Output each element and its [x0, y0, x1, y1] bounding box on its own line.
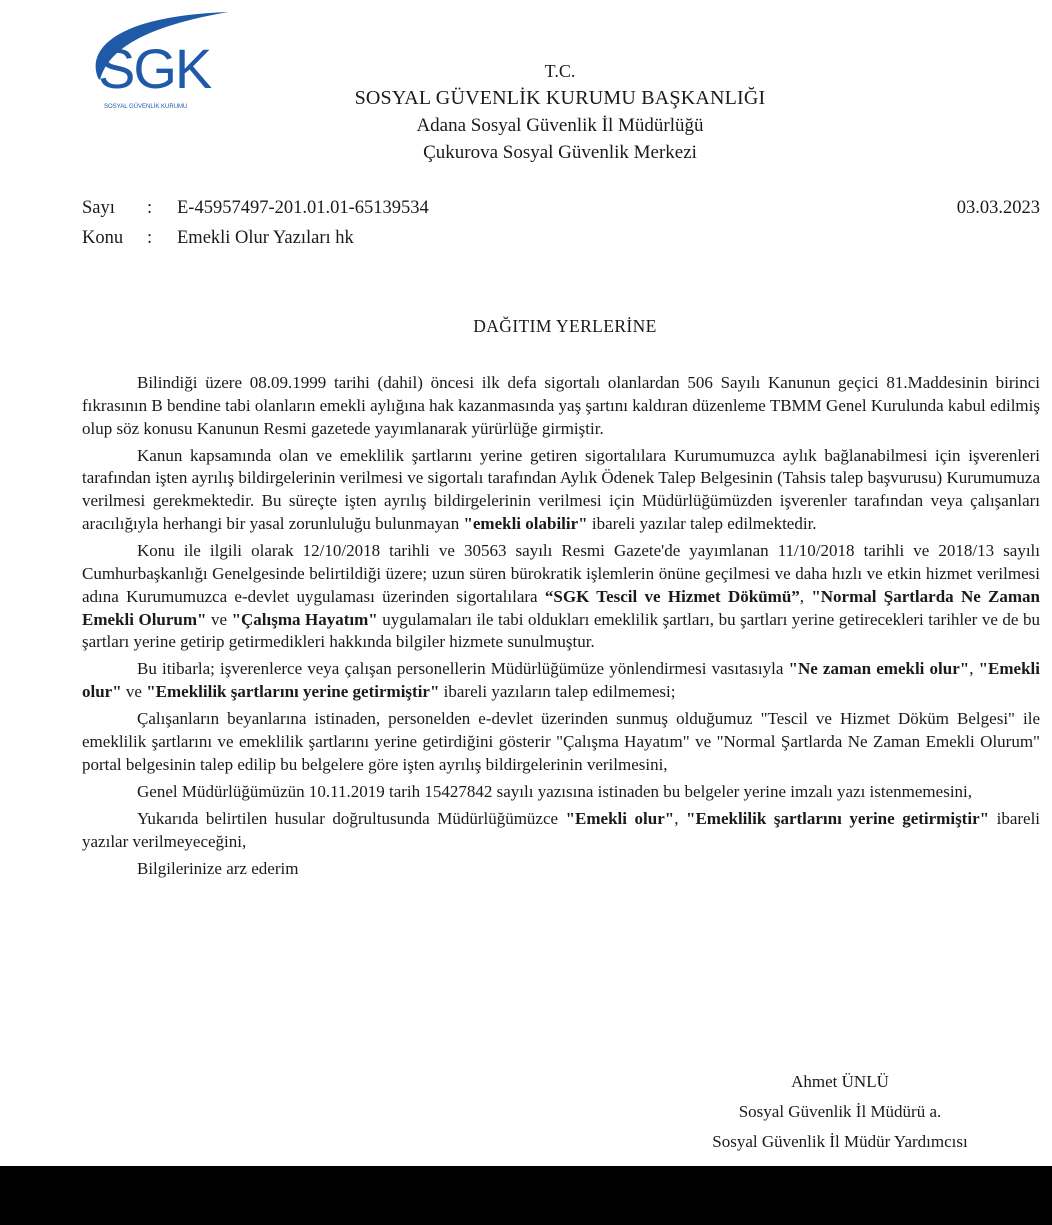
- p3-sep-2: ve: [206, 609, 232, 629]
- signatory-title-1: Sosyal Güvenlik İl Müdürü a.: [738, 1102, 942, 1121]
- konu-value: Emekli Olur Yazıları hk: [177, 228, 354, 248]
- sayi-label: Sayı: [82, 198, 115, 218]
- p2-text-end: ibareli yazılar talep edilmektedir.: [587, 514, 817, 534]
- p3-text-end: uygulamaları ile tabi oldukları emeklilik şartları, bu şartları yerine getirecekleri tarihler ve de bu şartları yerine getirip getirmedikleri hakkında bilgiler hizmete sunulmuştur.: [82, 609, 1040, 652]
- letter-body: [82, 372, 1040, 885]
- paragraph-5: Çalışanların beyanlarına istinaden, personelden e-devlet üzerinden sunmuş olduğumuz "Tescil ve Hizmet Döküm Belgesi" ile emeklilik şartlarını ve emeklilik şartlarını yerine getirdiğini gösterir "Çalışma Hayatım" ve "Normal Şartlarda Ne Zaman Emekli Olurum" portal belgesinin talep edilip bu belgelere göre işten ayrılış bildirgelerinin verilmesini,: [82, 709, 1040, 774]
- p4-bold-2: "Emekli olur": [82, 659, 1040, 702]
- document-date: 03.03.2023: [956, 198, 1040, 218]
- logo-subtext: SOSYAL GÜVENLİK KURUMU: [104, 104, 188, 110]
- p7-text-end: ibareli yazılar verilmeyeceğini,: [82, 809, 1041, 851]
- sayi-colon: :: [147, 198, 153, 218]
- p3-bold-1: “SGK Tescil ve Hizmet Dökümü”: [544, 586, 800, 606]
- p4-text: Bu itibarla; işverenlerce veya çalışan personellerin Müdürlüğümüze yönlendirmesi vasıtasıyla: [137, 659, 789, 679]
- signatory-title-2: Sosyal Güvenlik İl Müdür Yardımcısı: [712, 1132, 968, 1151]
- header-directorate: Adana Sosyal Güvenlik İl Müdürlüğü: [416, 115, 704, 136]
- p3-sep-1: ,: [799, 586, 812, 606]
- paragraph-7: [82, 808, 1040, 854]
- p4-bold-1: "Ne zaman emekli olur": [788, 659, 970, 679]
- p7-sep: ,: [674, 809, 686, 829]
- paragraph-6: Genel Müdürlüğümüzün 10.11.2019 tarih 15427842 sayılı yazısına istinaden bu belgeler yerine imzalı yazı istenmemesini,: [137, 782, 973, 802]
- signature-block: [660, 1067, 1020, 1157]
- paragraph-4: [82, 658, 1040, 704]
- sayi-value: E-45957497-201.01.01-65139534: [177, 198, 429, 218]
- header-institution: SOSYAL GÜVENLİK KURUMU BAŞKANLIĞI: [354, 87, 766, 109]
- paragraph-2: [82, 445, 1040, 536]
- p3-bold-3: "Çalışma Hayatım": [231, 609, 378, 629]
- distribution-heading: DAĞITIM YERLERİNE: [473, 316, 657, 336]
- p7-text: Yukarıda belirtilen husular doğrultusunda Müdürlüğümüzce: [137, 809, 566, 829]
- konu-label: Konu: [82, 228, 124, 248]
- p7-bold-2: "Emeklilik şartlarını yerine getirmiştir": [686, 809, 990, 829]
- signatory-name: Ahmet ÜNLÜ: [791, 1072, 889, 1091]
- p7-bold-1: "Emekli olur": [565, 809, 675, 829]
- paragraph-1: Bilindiği üzere 08.09.1999 tarihi (dahil) öncesi ilk defa sigortalı olanlardan 506 Sayılı Kanunun geçici 81.Maddesinin birinci fıkrasının B bendine tabi olanların emekli aylığına hak kazanmasında yaş şartını kaldıran düzenleme TBMM Genel Kurulunda kabul edilmiş olup söz konusu Kanunun Resmi gazetede yayımlanarak yürürlüğe girmiştir.: [82, 373, 1040, 438]
- p4-sep-1: ,: [969, 659, 979, 679]
- header-center: Çukurova Sosyal Güvenlik Merkezi: [423, 142, 697, 163]
- p3-bold-2: "Normal Şartlarda Ne Zaman Emekli Olurum": [82, 586, 1041, 629]
- p4-sep-2: ve: [121, 682, 147, 702]
- logo-text: SGK: [98, 37, 211, 100]
- p2-bold: "emekli olabilir": [463, 514, 588, 534]
- konu-colon: :: [147, 228, 153, 248]
- sgk-logo: [78, 8, 248, 120]
- paragraph-8: Bilgilerinize arz ederim: [137, 859, 299, 879]
- bottom-black-bar: [0, 1166, 1052, 1225]
- paragraph-3: [82, 540, 1040, 654]
- p2-text: Kanun kapsamında olan ve emeklilik şartlarını yerine getiren sigortalılara Kurumumuzca aylık bağlanabilmesi için işverenleri tarafından işten ayrılış bildirgelerinin verilmesi ve sigortalı tarafından Aylık Ödenek Talep Belgesinin (Tahsis talep başvurusu) Kurumumuza verilmesi gerekmektedir. Bu süreçte işten ayrılış bildirgelerinin verilmesi için Müdürlüğümüzden işverenler tarafından veya çalışanları aracılığıyla herhangi bir yasal zorunluluğu bulunmayan: [82, 445, 1040, 534]
- letterhead: [290, 58, 830, 166]
- header-tc: T.C.: [544, 61, 576, 81]
- p4-bold-3: "Emeklilik şartlarını yerine getirmiştir": [146, 682, 440, 702]
- p3-text: Konu ile ilgili olarak 12/10/2018 tarihli ve 30563 sayılı Resmi Gazete'de yayımlanan 11/10/2018 tarihli ve 2018/13 sayılı Cumhurbaşkanlığı Genelgesinde belirtildiği üzere; uzun süren bürokratik işlemlerin önüne geçilmesi ve daha hızlı ve etkin hizmet verilmesi adına Kurumumuzca e-devlet uygulaması üzerinden sigortalılara: [82, 541, 1040, 606]
- p4-text-end: ibareli yazıların talep edilmemesi;: [439, 682, 676, 702]
